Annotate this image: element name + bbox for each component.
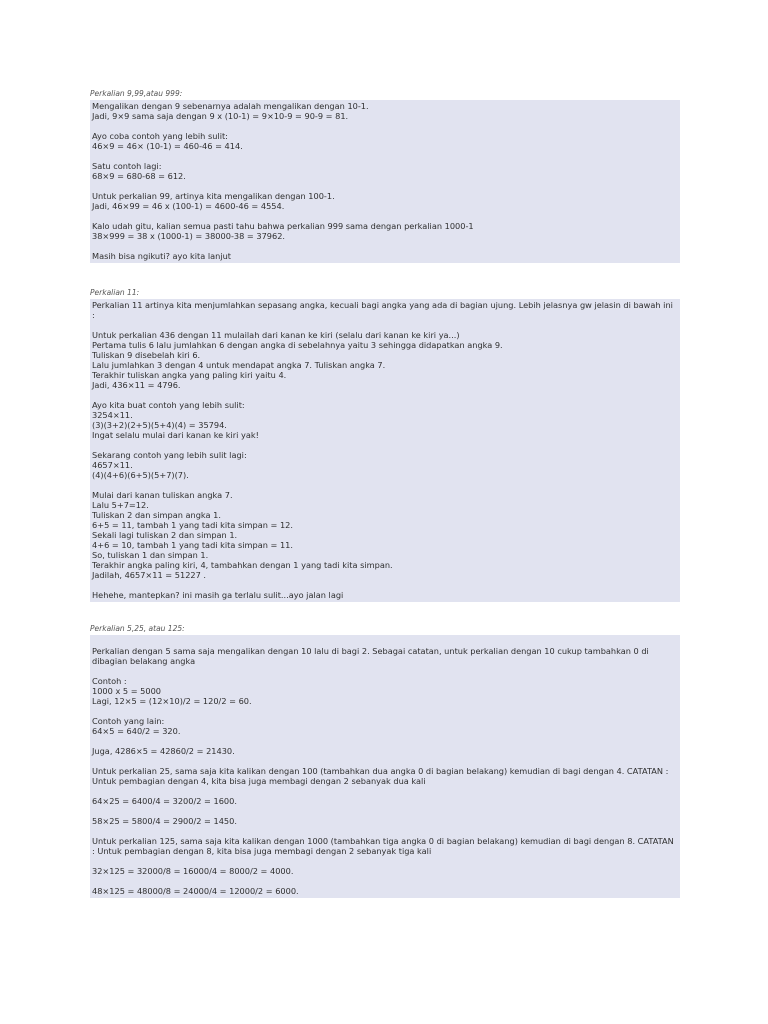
text-line: Pertama tulis 6 lalu jumlahkan 6 dengan angka di sebelahnya yaitu 3 sehingga didapatkan angka 9. xyxy=(92,340,503,350)
text-line: Untuk perkalian 125, sama saja kita kalikan dengan 1000 (tambahkan tiga angka 0 di bagian belakang) kemudian di bagi dengan 8. CATATAN : Untuk pembagian dengan 8, kita bisa juga membagi dengan 2 sebanyak tiga kali xyxy=(92,836,677,856)
text-line xyxy=(92,211,678,221)
text-line: So, tuliskan 1 dan simpan 1. xyxy=(92,550,209,560)
text-line: Sekarang contoh yang lebih sulit lagi: xyxy=(92,450,247,460)
section-perkalian-11 xyxy=(90,288,680,602)
text-line xyxy=(92,706,678,716)
text-line: 46×9 = 46× (10-1) = 460-46 = 414. xyxy=(92,141,243,151)
text-line: Ayo coba contoh yang lebih sulit: xyxy=(92,131,228,141)
text-line: 1000 x 5 = 5000 xyxy=(92,686,161,696)
text-line: 4+6 = 10, tambah 1 yang tadi kita simpan = 11. xyxy=(92,540,293,550)
section-body xyxy=(90,299,680,602)
text-line xyxy=(92,241,678,251)
section-perkalian-5 xyxy=(90,624,680,898)
text-line: Ingat selalu mulai dari kanan ke kiri yak! xyxy=(92,430,259,440)
text-line: Contoh yang lain: xyxy=(92,716,165,726)
text-line xyxy=(92,806,678,816)
text-line xyxy=(92,151,678,161)
text-line: Masih bisa ngikuti? ayo kita lanjut xyxy=(92,251,232,261)
text-line: 58×25 = 5800/4 = 2900/2 = 1450. xyxy=(92,816,237,826)
section-heading: Perkalian 5,25, atau 125: xyxy=(90,624,185,633)
text-line: Perkalian 11 artinya kita menjumlahkan sepasang angka, kecuali bagi angka yang ada di bagian ujung. Lebih jelasnya gw jelasin di bawah ini : xyxy=(92,300,676,320)
text-line: Mengalikan dengan 9 sebenarnya adalah mengalikan dengan 10-1. xyxy=(92,101,369,111)
section-heading: Perkalian 9,99,atau 999: xyxy=(90,89,183,98)
text-line: Jadilah, 4657×11 = 51227 . xyxy=(92,570,207,580)
text-line: Lalu jumlahkan 3 dengan 4 untuk mendapat angka 7. Tuliskan angka 7. xyxy=(92,360,386,370)
text-line: 48×125 = 48000/8 = 24000/4 = 12000/2 = 6000. xyxy=(92,886,299,896)
text-line: (3)(3+2)(2+5)(5+4)(4) = 35794. xyxy=(92,420,227,430)
text-line: Lalu 5+7=12. xyxy=(92,500,149,510)
section-body xyxy=(90,635,680,898)
section-heading: Perkalian 11: xyxy=(90,288,140,297)
text-line: 68×9 = 680-68 = 612. xyxy=(92,171,186,181)
text-line xyxy=(92,736,678,746)
text-line: Terakhir angka paling kiri, 4, tambahkan dengan 1 yang tadi kita simpan. xyxy=(92,560,393,570)
text-line: 4657×11. xyxy=(92,460,133,470)
text-line xyxy=(92,580,678,590)
text-line: 6+5 = 11, tambah 1 yang tadi kita simpan = 12. xyxy=(92,520,293,530)
text-line: (4)(4+6)(6+5)(5+7)(7). xyxy=(92,470,189,480)
text-line: Contoh : xyxy=(92,676,127,686)
text-line: Untuk perkalian 25, sama saja kita kalikan dengan 100 (tambahkan dua angka 0 di bagian belakang) kemudian di bagi dengan 4. CATATAN : Untuk pembagian dengan 4, kita bisa juga membagi dengan 2 sebanyak dua kali xyxy=(92,766,672,786)
text-line: 64×25 = 6400/4 = 3200/2 = 1600. xyxy=(92,796,237,806)
text-line xyxy=(92,756,678,766)
text-line xyxy=(92,480,678,490)
text-line xyxy=(92,826,678,836)
text-line: Tuliskan 2 dan simpan angka 1. xyxy=(92,510,221,520)
text-line: Jadi, 46×99 = 46 x (100-1) = 4600-46 = 4554. xyxy=(92,201,285,211)
text-line: Kalo udah gitu, kalian semua pasti tahu bahwa perkalian 999 sama dengan perkalian 1000-1 xyxy=(92,221,474,231)
text-line: 64×5 = 640/2 = 320. xyxy=(92,726,181,736)
text-line xyxy=(92,636,678,646)
text-line: Tuliskan 9 disebelah kiri 6. xyxy=(92,350,201,360)
text-line xyxy=(92,390,678,400)
section-body xyxy=(90,100,680,263)
text-line: Sekali lagi tuliskan 2 dan simpan 1. xyxy=(92,530,238,540)
text-line: Terakhir tuliskan angka yang paling kiri yaitu 4. xyxy=(92,370,287,380)
text-line xyxy=(92,121,678,131)
text-line xyxy=(92,440,678,450)
text-line xyxy=(92,666,678,676)
text-line: Juga, 4286×5 = 42860/2 = 21430. xyxy=(92,746,235,756)
text-line xyxy=(92,320,678,330)
text-line: Jadi, 9×9 sama saja dengan 9 x (10-1) = 9×10-9 = 90-9 = 81. xyxy=(92,111,349,121)
text-line xyxy=(92,876,678,886)
text-line: Untuk perkalian 436 dengan 11 mulailah dari kanan ke kiri (selalu dari kanan ke kiri ya...) xyxy=(92,330,460,340)
text-line: Mulai dari kanan tuliskan angka 7. xyxy=(92,490,233,500)
text-line: Satu contoh lagi: xyxy=(92,161,162,171)
text-line: 3254×11. xyxy=(92,410,133,420)
section-perkalian-9 xyxy=(90,89,680,263)
text-line: Lagi, 12×5 = (12×10)/2 = 120/2 = 60. xyxy=(92,696,252,706)
text-line xyxy=(92,181,678,191)
text-line xyxy=(92,856,678,866)
text-line: Untuk perkalian 99, artinya kita mengalikan dengan 100-1. xyxy=(92,191,335,201)
text-line: 32×125 = 32000/8 = 16000/4 = 8000/2 = 4000. xyxy=(92,866,294,876)
text-line: Ayo kita buat contoh yang lebih sulit: xyxy=(92,400,245,410)
text-line: Hehehe, mantepkan? ini masih ga terlalu sulit...ayo jalan lagi xyxy=(92,590,344,600)
text-line: Jadi, 436×11 = 4796. xyxy=(92,380,181,390)
text-line: Perkalian dengan 5 sama saja mengalikan dengan 10 lalu di bagi 2. Sebagai catatan, untuk perkalian dengan 10 cukup tambahkan 0 di dibagian belakang angka xyxy=(92,646,652,666)
text-line xyxy=(92,786,678,796)
text-line: 38×999 = 38 x (1000-1) = 38000-38 = 37962. xyxy=(92,231,286,241)
